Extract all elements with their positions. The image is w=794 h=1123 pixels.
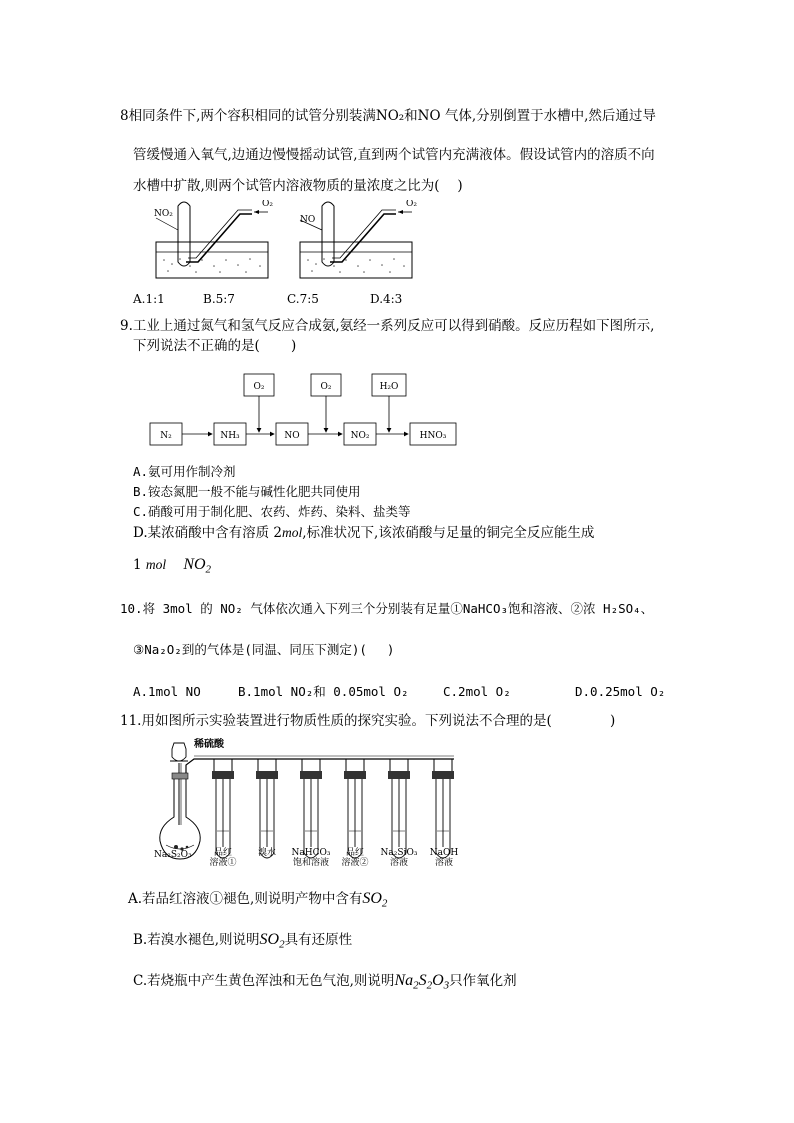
q9-line1: 9.工业上通过氮气和氢气反应合成氨,氨经一系列反应可以得到硝酸。反应历程如下图所示, bbox=[120, 318, 655, 334]
q11-option-b-subscript: 2 bbox=[279, 938, 285, 951]
q8-line3: 水槽中扩散,则两个试管内溶液物质的量浓度之比为( ) bbox=[133, 178, 463, 194]
q8-line2: 管缓慢通入氧气,边通边慢慢摇动试管,直到两个试管内充满液体。假设试管内的溶质不向 bbox=[133, 147, 655, 163]
q11-flask-label: Na₂S₂O₃ bbox=[154, 850, 192, 860]
right-trough bbox=[300, 202, 412, 278]
q9-option-d-unit1: mol bbox=[282, 525, 303, 540]
q8-apparatus-figure bbox=[150, 200, 480, 285]
tube-label-4 bbox=[338, 848, 372, 868]
q11-option-a-text: A.若品红溶液①褪色,则说明产物中含有 bbox=[128, 891, 363, 907]
q11-option-c-formula-c: O bbox=[432, 972, 444, 989]
q9-option-d bbox=[133, 524, 594, 542]
q8-left-o2-label: O₂ bbox=[262, 200, 273, 209]
tube-label-2 bbox=[250, 848, 284, 858]
flow-label-hno3: HNO₃ bbox=[419, 431, 447, 441]
tube-label-1 bbox=[206, 848, 240, 868]
q11-acid-label: 稀硫酸 bbox=[194, 739, 224, 750]
q10-option-c: C.2mol O₂ bbox=[443, 684, 511, 699]
tube-label-2-line1: 溴水 bbox=[257, 848, 276, 858]
flow-top-label-1: O₂ bbox=[253, 382, 265, 392]
q9-option-b: B.铵态氮肥一般不能与碱性化肥共同使用 bbox=[133, 484, 361, 499]
tube-label-4-line1: 品红 bbox=[345, 848, 364, 858]
flow-label-no: NO bbox=[284, 431, 300, 441]
q9-line2: 下列说法不正确的是( ) bbox=[133, 338, 297, 354]
flow-top-label-2: O₂ bbox=[320, 382, 332, 392]
q10-option-a: A.1mol NO bbox=[133, 684, 201, 699]
q11-line1: 11.用如图所示实验装置进行物质性质的探究实验。下列说法不合理的是( ) bbox=[120, 713, 616, 729]
q11-option-c-sub-a: 2 bbox=[413, 979, 419, 992]
q8-option-b: B.5:7 bbox=[203, 292, 235, 306]
test-tube-3 bbox=[300, 759, 322, 858]
test-tube-4 bbox=[344, 759, 366, 858]
q11-option-a bbox=[128, 890, 387, 913]
tube-label-4-line2: 溶液② bbox=[341, 858, 369, 868]
q9-option-d-part1: D.某浓硝酸中含有溶质 2 bbox=[133, 525, 283, 541]
tube-label-6-line2: 溶液 bbox=[434, 858, 453, 868]
tube-label-3-line2: 饱和溶液 bbox=[292, 858, 329, 868]
q8-right-gas-label: NO bbox=[300, 215, 316, 225]
q8-line1: 8相同条件下,两个容积相同的试管分别装满NO₂和NO 气体,分别倒置于水槽中,然后通过导 bbox=[120, 108, 656, 124]
flow-label-no2: NO₂ bbox=[350, 431, 370, 441]
q8-option-a: A.1:1 bbox=[133, 292, 165, 306]
q9-option-a: A.氨可用作制冷剂 bbox=[133, 464, 236, 479]
q9-flow-diagram bbox=[148, 372, 468, 448]
tube-label-5 bbox=[378, 848, 420, 868]
q11-option-b-post: 具有还原性 bbox=[284, 932, 353, 948]
q11-option-a-formula: SO bbox=[362, 890, 382, 907]
q8-option-d: D.4:3 bbox=[370, 292, 403, 306]
test-tube-5 bbox=[388, 759, 410, 858]
q11-option-c bbox=[133, 972, 517, 995]
q11-option-b bbox=[133, 931, 352, 954]
round-bottom-flask bbox=[160, 773, 200, 859]
q11-option-a-subscript: 2 bbox=[381, 897, 388, 910]
q10-option-d: D.0.25mol O₂ bbox=[575, 684, 666, 699]
tube-label-5-line1: Na₂SiO₃ bbox=[380, 848, 418, 858]
q10-line2: ③Na₂O₂到的气体是(同温、同压下测定)( ) bbox=[133, 642, 395, 657]
q8-right-o2-label: O₂ bbox=[406, 200, 417, 209]
q9-option-d-formula: NO bbox=[183, 556, 206, 573]
q11-option-c-formula-a: Na bbox=[394, 972, 414, 989]
test-tube-6 bbox=[432, 759, 454, 858]
tube-label-1-line2: 溶液① bbox=[209, 858, 237, 868]
q10-option-b: B.1mol NO₂和 0.05mol O₂ bbox=[238, 684, 409, 699]
tube-label-6 bbox=[426, 848, 462, 868]
q9-option-d-continued bbox=[133, 556, 211, 579]
q9-option-d-part2: ,标准状况下,该浓硝酸与足量的铜完全反应能生成 bbox=[302, 525, 595, 541]
q8-option-c: C.7:5 bbox=[287, 292, 319, 306]
q9-option-d-num: 1 bbox=[133, 557, 142, 573]
test-tube-2 bbox=[256, 759, 278, 858]
flow-label-n2: N₂ bbox=[160, 431, 172, 441]
q10-line1: 10.将 3mol 的 NO₂ 气体依次通入下列三个分别装有足量①NaHCO₃饱和溶液、②浓 H₂SO₄、 bbox=[120, 601, 654, 616]
tube-label-6-line1: NaOH bbox=[429, 848, 459, 858]
tube-label-3-line1: NaHCO₃ bbox=[291, 848, 331, 858]
q11-option-c-formula-b: S bbox=[418, 972, 427, 989]
tube-label-3 bbox=[286, 848, 336, 868]
flow-top-label-3: H₂O bbox=[379, 382, 399, 392]
flow-label-nh3: NH₃ bbox=[220, 431, 240, 441]
q9-option-d-subscript: 2 bbox=[205, 563, 212, 576]
q11-option-c-pre: C.若烧瓶中产生黄色浑浊和无色气泡,则说明 bbox=[133, 973, 395, 989]
q9-option-c: C.硝酸可用于制化肥、农药、炸药、染料、盐类等 bbox=[133, 504, 411, 519]
q11-option-c-post: 只作氧化剂 bbox=[449, 973, 517, 989]
q11-option-b-formula: SO bbox=[259, 931, 280, 948]
q11-option-b-pre: B.若溴水褪色,则说明 bbox=[133, 932, 260, 948]
dropping-funnel bbox=[170, 743, 188, 825]
q9-option-d-unit2: mol bbox=[145, 557, 167, 572]
q11-option-c-sub-c: 3 bbox=[443, 979, 450, 992]
tube-label-5-line2: 溶液 bbox=[389, 858, 408, 868]
q11-option-c-sub-b: 2 bbox=[426, 979, 433, 992]
q8-left-gas-label: NO₂ bbox=[154, 209, 173, 219]
tube-label-1-line1: 品红 bbox=[213, 848, 232, 858]
test-tube-1 bbox=[212, 759, 234, 858]
